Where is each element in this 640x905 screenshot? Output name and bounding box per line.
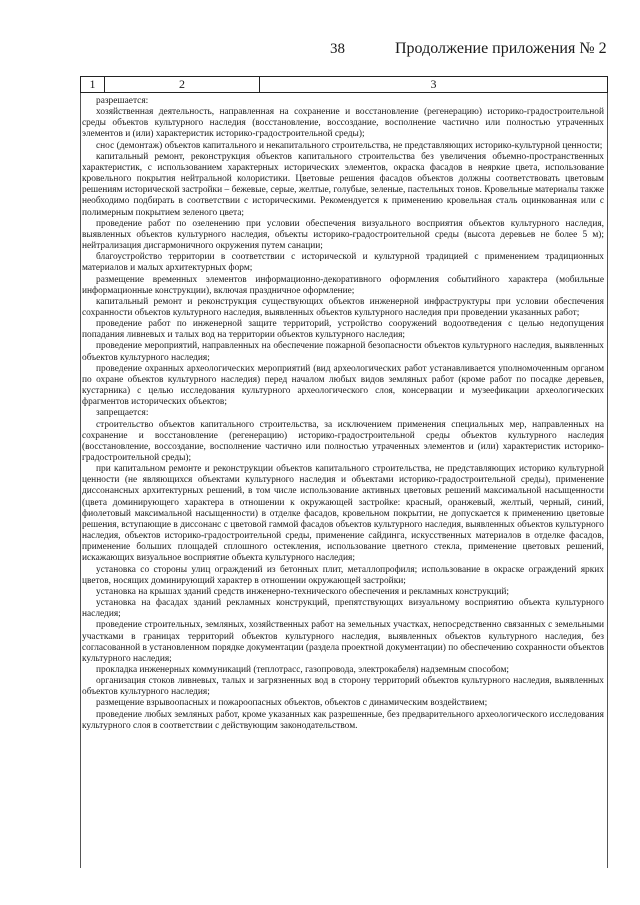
section-heading-prohibited: запрещается: xyxy=(96,408,149,419)
paragraph: снос (демонтаж) объектов капитального и некапитального строительства, не представляющих историко-культурной ценности; xyxy=(96,140,603,151)
paragraph: хозяйственная деятельность, направленная на сохранение и восстановление (регенерацию) историко-градостроительной среды объектов культурного наследия (восстановление, воссоздание, восполнение частично или полностью утраченных элементов и (или) характеристик историко-градостроительной среды); xyxy=(82,107,604,140)
column-1-header: 1 xyxy=(81,77,105,92)
paragraph: проведение мероприятий, направленных на обеспечение пожарной безопасности объектов культурного наследия, выявленных объектов культурного наследия; xyxy=(82,341,604,363)
paragraph: проведение работ по инженерной защите территорий, устройство сооружений водоотведения с целью недопущения попадания ливневых и талых вод на территории объектов культурного наследия; xyxy=(82,319,604,341)
page-number: 38 xyxy=(330,41,345,57)
paragraph: при капитальном ремонте и реконструкции объектов капитального строительства, не представляющих историко культурной ценности (не являющихся объектами культурного наследия и объектами историко-градостроительной среды), применение диссонансных архитектурных решений, в том числе использование активных цветовых решений максимальной насыщенности (цвета доминирующего характера в отношении к окружающей застройке: красный, оранжевый, желтый, черный, синий, фиолетовый максимальной насыщенности) в отделке фасадов, кровельном покрытии, не допускается к применению цветовые решения, вступающие в диссонанс с цветовой гаммой фасадов объектов культурного наследия, выявленных объектов культурного наследия, объектов историко-градостроительной среды, применение сайдинга, искусственных материалов в отделке фасадов, применение больших площадей сплошного остекления, использование цветного стекла, применение цветовых решений, искажающих визуальное восприятие объекта культурного наследия; xyxy=(82,464,604,564)
paragraph: капитальный ремонт и реконструкция существующих объектов инженерной инфраструктуры при условии обеспечения сохранности объектов культурного наследия, выявленных объектов культурного наследия при проведении указанных работ; xyxy=(82,296,604,318)
paragraph: установка на крышах зданий средств инженерно-технического обеспечения и рекламных конструкций; xyxy=(96,586,509,597)
column-3-header: 3 xyxy=(430,77,437,91)
paragraph: установка со стороны улиц ограждений из бетонных плит, металлопрофиля; использование в окраске ограждений ярких цветов, носящих доминирующий характер в отношении окружающей застройки; xyxy=(82,564,604,586)
paragraph: проведение охранных археологических мероприятий (вид археологических работ устанавливается уполномоченным органом по охране объектов культурного наследия) перед началом любых видов земляных работ (кроме работ по посадке деревьев, кустарника) с целью исследования культурного археологического слоя, консервации и музеефикации археологических фрагментов исторических объектов; xyxy=(82,363,604,408)
section-heading-allowed: разрешается: xyxy=(96,96,149,106)
column-header-row xyxy=(80,76,608,93)
paragraph: благоустройство территории в соответствии с исторической и культурной традицией с применением традиционных материалов и малых архитектурных форм; xyxy=(82,252,604,274)
paragraph: строительство объектов капитального строительства, за исключением применения специальных мер, направленных на сохранение и восстановление (регенерацию) историко-градостроительной среды объектов культурного наследия (восстановление, воссоздание, восполнение частично или полностью утраченных элементов и (или) характеристик историко-градостроительной среды); xyxy=(82,419,604,463)
paragraph: организация стоков ливневых, талых и загрязненных вод в сторону территорий объектов культурного наследия, выявленных объектов культурного наследия; xyxy=(82,676,604,698)
paragraph: проведение любых земляных работ, кроме указанных как разрешенные, без предварительного археологического исследования культурного слоя в соответствии с действующим законодательством. xyxy=(82,709,604,731)
page-heading: Продолжение приложения № 2 xyxy=(395,40,607,57)
paragraph: установка на фасадах зданий рекламных конструкций, препятствующих визуальному восприятию объекта культурного наследия; xyxy=(82,598,604,620)
paragraph: проведение строительных, земляных, хозяйственных работ на земельных участках, непосредственно связанных с земельными участками в границах территорий объектов культурного наследия, выявленных объектов культурного наследия, без согласованной в установленном порядке документации (раздела проектной документации) по обеспечению сохранности объектов культурного наследия; xyxy=(82,620,604,664)
paragraph: капитальный ремонт, реконструкция объектов капитального строительства без увеличения объемно-пространственных характеристик, с использованием характерных исторических элементов, окраска фасадов в неяркие цвета, использование кровельного покрытия нейтральной колористики. Цветовые решения фасадов объектов должны соответствовать цветовым решениям исторической застройки – бежевые, серые, желтые, голубые, зеленые, пастельных тонов. Кровельные материалы также необходимо подбирать в соответствии с историческими. Рекомендуется к применению кровельная сталь оцинкованная или с полимерным покрытием зеленого цвета; xyxy=(82,151,604,218)
column-2-header: 2 xyxy=(105,77,260,92)
paragraph: размещение взрывоопасных и пожароопасных объектов, объектов с динамическим воздействием; xyxy=(96,698,488,709)
paragraph: размещение временных элементов информационно-декоративного оформления событийного характера (мобильные информационные конструкции), включая праздничное оформление; xyxy=(82,274,604,296)
paragraph: проведение работ по озеленению при условии обеспечения визуального восприятия объектов культурного наследия, выявленных объектов культурного наследия, объекты историко-градостроительной среды (высота деревьев не более 5 м); нейтрализация дисгармоничного окружения путем санации; xyxy=(82,218,604,252)
regulation-text xyxy=(82,96,604,732)
paragraph: прокладка инженерных коммуникаций (теплотрасс, газопровода, электрокабеля) надземным способом; xyxy=(96,664,509,675)
